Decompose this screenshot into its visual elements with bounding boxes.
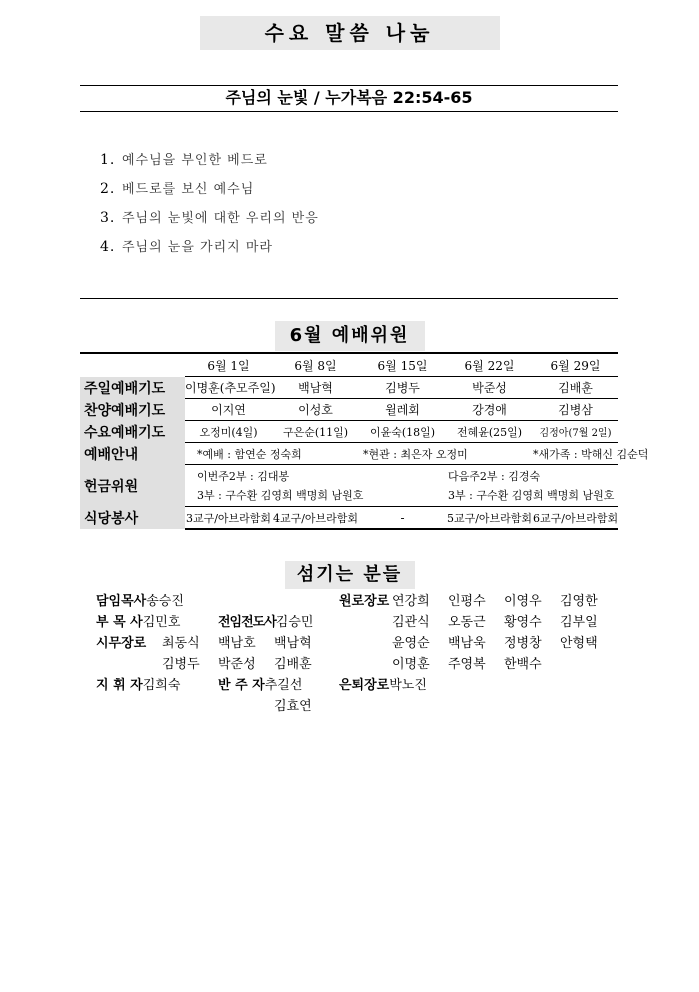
evangelist: 전임전도사김승민 [218,615,314,630]
table-cell: 이명훈(추모주일) [185,377,272,399]
outline-item: 4. 주님의 눈을 가리지 마라 [100,239,273,255]
table-cell: 구은순(11일) [272,421,359,443]
deacons-label: 시무장로 [96,636,147,651]
table-cell: 3교구/아브라함회 [185,507,272,530]
outline-item: 2. 베드로를 보신 예수님 [100,181,255,197]
guide-cell: *예배 : 함연순 정숙희 [185,443,359,465]
sermon-outline [100,149,319,265]
table-cell: 강경애 [446,399,533,421]
elder-emeritus-label: 원로장로 [339,594,390,609]
table-cell: 이지연 [185,399,272,421]
elder-emeritus-row: 윤영순 백남욱 정병창 안형택 [392,636,598,651]
table-cell: 윌레회 [359,399,446,421]
table-cell: 4교구/아브라함회 [272,507,359,530]
table-row [80,421,618,443]
date-cell: 6월 1일 [185,353,272,377]
outline-item: 1. 예수님을 부인한 베드로 [100,152,268,168]
page-title: 수요 말씀 나눔 [200,16,500,50]
table-cell: 박준성 [446,377,533,399]
table-cell: 이성호 [272,399,359,421]
table-cell: 이윤숙(18일) [359,421,446,443]
divider [80,111,618,112]
table-cell: 김정아(7월 2일) [533,421,618,443]
sermon-subtitle: 주님의 눈빛 / 누가복음 22:54-65 [225,88,473,107]
date-cell: 6월 22일 [446,353,533,377]
accompanist: 반 주 자추길선 [218,678,303,693]
offering-this-week: 이번주2부 : 김대봉 3부 : 구수환 김영희 백명희 남원호 [185,465,446,507]
table-cell: 5교구/아브라함회 [446,507,533,530]
retired-elder: 은퇴장로박노진 [339,678,427,693]
table-cell: - [359,507,446,530]
table-row [80,377,618,399]
elder-emeritus-row: 김관식 오동근 황영수 김부일 [392,615,598,630]
associate-pastor: 부 목 사김민호 [96,615,181,630]
date-cell: 6월 8일 [272,353,359,377]
row-label: 찬양예배기도 [80,399,185,421]
row-label: 식당봉사 [80,507,185,530]
divider [80,298,618,299]
table-cell: 김병두 [359,377,446,399]
guide-cell: *새가족 : 박해신 김순덕 [533,443,618,465]
staff-title: 섬기는 분들 [285,561,415,589]
worship-committee-title: 6월 예배위원 [275,321,425,351]
deacons-row: 김병두 박준성 김배훈 [162,657,312,672]
worship-committee-table [80,352,649,530]
table-row [80,399,618,421]
senior-pastor: 담임목사송승진 [96,594,184,609]
accompanist-name: 김효연 [274,699,312,714]
row-label: 헌금위원 [80,465,185,507]
date-cell: 6월 15일 [359,353,446,377]
row-label: 예배안내 [80,443,185,465]
table-cell: 전혜윤(25일) [446,421,533,443]
date-cell: 6월 29일 [533,353,618,377]
table-row [80,507,618,530]
deacons-row: 최동식 백남호 백남혁 [162,636,312,651]
conductor: 지 휘 자김희숙 [96,678,181,693]
table-cell: 6교구/아브라함회 [533,507,618,530]
guide-cell: *현관 : 최은자 오정미 [359,443,533,465]
elder-emeritus-row: 연강희 인평수 이영우 김영한 [392,594,598,609]
table-cell: 백남혁 [272,377,359,399]
offering-next-week: 다음주2부 : 김경숙 3부 : 구수환 김영희 백명희 남원호 [446,465,618,507]
elder-emeritus-row: 이명훈 주영복 한백수 [392,657,542,672]
row-label: 주일예배기도 [80,377,185,399]
outline-item: 3. 주님의 눈빛에 대한 우리의 반응 [100,210,319,226]
table-cell: 김배훈 [533,377,618,399]
table-header-row [80,353,618,377]
table-cell: 오정미(4일) [185,421,272,443]
row-label: 수요예배기도 [80,421,185,443]
table-row [80,465,618,507]
table-cell: 김병삼 [533,399,618,421]
divider [80,85,618,86]
table-row [80,443,618,465]
